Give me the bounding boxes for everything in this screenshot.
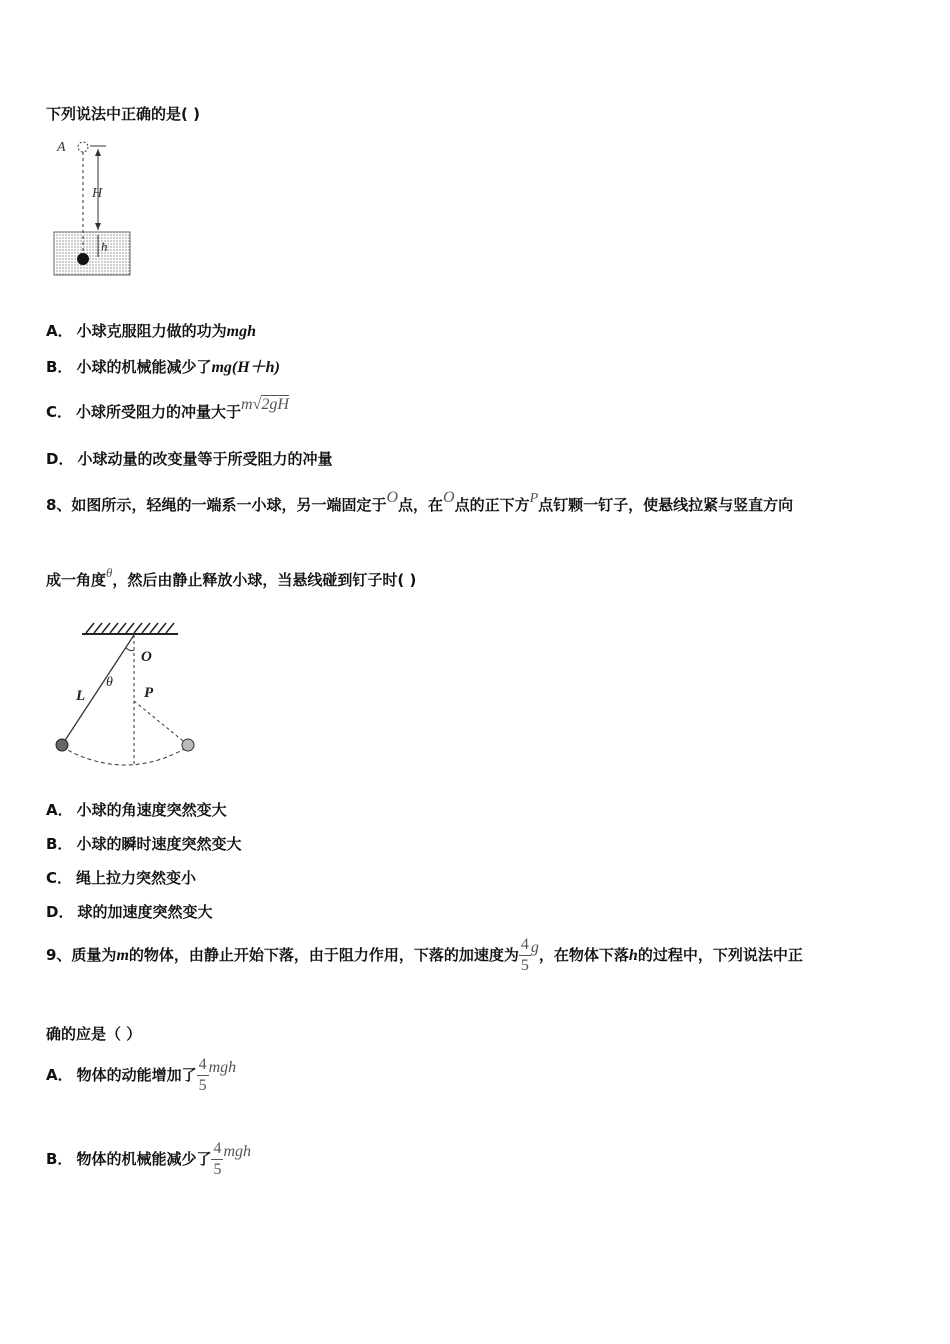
q9-option-b: B． 物体的机械能减少了$\frac{4}{5}mgh$ [46,1140,252,1178]
q9-option-a: A． 物体的动能增加了$\frac{4}{5}mgh$ [46,1056,237,1094]
q8-stem-line1: 8、如图所示，轻绳的一端系一小球，另一端固定于O点，在O点的正下方P点钉颗一钉子，使悬线拉紧与竖直方向 [46,489,794,514]
q9-stem-line1: 9、质量为m的物体，由静止开始下落，由于阻力作用，下落的加速度为$\frac{4}{5}g$，在物体下落h的过程中，下列说法中正 [46,936,803,974]
fig8-label-P: P [144,685,154,701]
fig8-label-theta: θ [106,675,113,690]
q7-option-d: D． 小球动量的改变量等于所受阻力的冲量 [46,450,333,468]
q8-figure [50,615,210,775]
fig7-label-H: H [92,186,103,201]
q7-option-b: B． 小球的机械能减少了mg(H＋h) [46,358,280,376]
q7-option-a: A． 小球克服阻力做的功为mgh [46,322,256,340]
fig8-label-O: O [141,649,152,665]
fig7-label-h: h [101,239,108,254]
fig8-label-L: L [76,688,86,704]
q7-option-c: C． 小球所受阻力的冲量大于m√2gH [46,396,289,421]
q8-option-c: C． 绳上拉力突然变小 [46,869,197,887]
q8-stem-line2: 成一角度θ，然后由静止释放小球，当悬线碰到钉子时( ) [46,565,417,589]
q8-option-d: D． 球的加速度突然变大 [46,903,213,921]
q7-stem: 下列说法中正确的是( ) [46,105,200,123]
q9-stem-line2: 确的应是（ ） [46,1025,142,1043]
q7-figure [50,135,140,280]
q8-option-b: B． 小球的瞬时速度突然变大 [46,835,242,853]
q8-option-a: A． 小球的角速度突然变大 [46,801,227,819]
fig7-label-a: A [57,140,66,155]
